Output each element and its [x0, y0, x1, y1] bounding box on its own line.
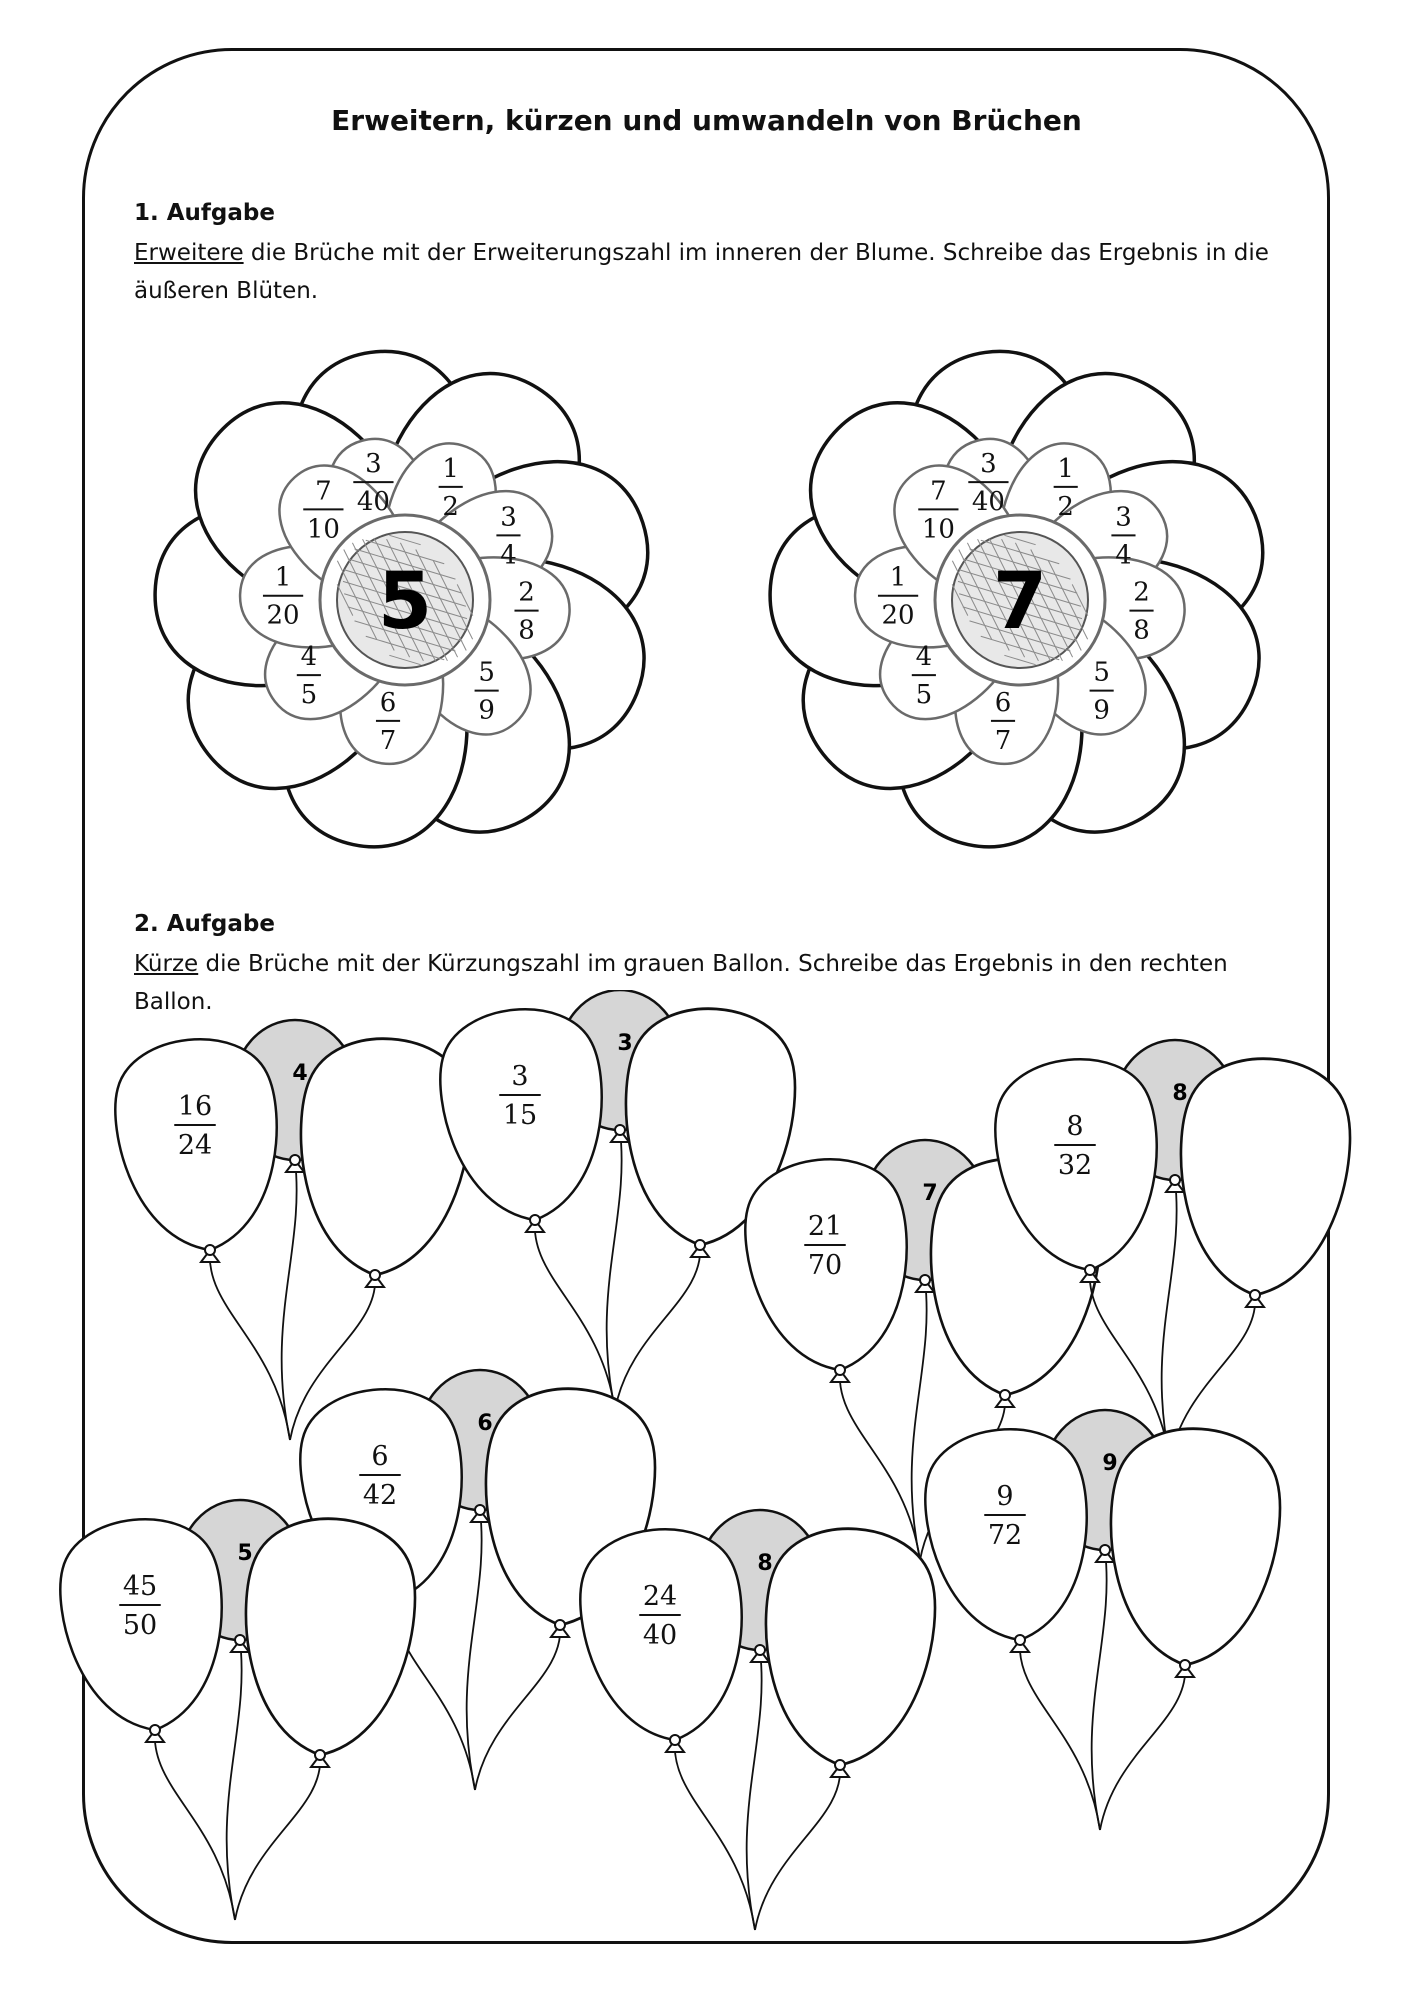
denominator: 24: [177, 1130, 213, 1161]
numerator: 5: [478, 657, 495, 688]
balloon-knot-ring: [370, 1270, 380, 1280]
balloon-knot-ring: [1000, 1390, 1010, 1400]
denominator: 70: [807, 1250, 843, 1281]
denominator: 42: [362, 1480, 398, 1511]
balloon-knot-ring: [1180, 1660, 1190, 1670]
task1-text: die Brüche mit der Erweiterungszahl im inneren der Blume. Schreibe das Ergebnis in die äußeren Blüten.: [134, 240, 1269, 304]
numerator: 16: [177, 1091, 213, 1122]
denominator: 10: [306, 514, 340, 545]
answer-balloon: [1171, 1053, 1356, 1301]
flower-center-number: 7: [992, 557, 1048, 647]
numerator: 1: [1057, 453, 1074, 484]
balloon-knot-ring: [670, 1735, 680, 1745]
balloon-knot-ring: [1085, 1265, 1095, 1275]
denominator: 40: [971, 487, 1005, 518]
denominator: 9: [478, 695, 495, 726]
denominator: 40: [642, 1620, 678, 1651]
reduce-factor: 8: [1172, 1081, 1188, 1106]
denominator: 40: [356, 487, 390, 518]
numerator: 3: [1115, 502, 1132, 533]
numerator: 4: [300, 642, 318, 673]
reduce-factor: 3: [617, 1031, 633, 1056]
task2-heading: 2. Aufgabe: [134, 911, 275, 937]
denominator: 15: [502, 1100, 538, 1131]
balloon-knot-ring: [150, 1725, 160, 1735]
balloon-fraction: [119, 1571, 160, 1641]
page-title: Erweitern, kürzen und umwandeln von Brüchen: [331, 104, 1082, 137]
numerator: 6: [371, 1441, 389, 1472]
numerator: 7: [315, 476, 332, 507]
balloon-knot-ring: [1100, 1545, 1110, 1555]
denominator: 7: [994, 725, 1012, 756]
balloon-group-2: [433, 990, 800, 1410]
balloon-knot-ring: [1170, 1175, 1180, 1185]
balloon-group-7: [573, 1510, 940, 1930]
reduce-factor: 5: [237, 1541, 253, 1566]
answer-balloon: [1101, 1423, 1286, 1671]
balloon-knot-ring: [290, 1155, 300, 1165]
numerator: 8: [1066, 1111, 1084, 1142]
reduce-factor: 8: [757, 1551, 773, 1576]
numerator: 1: [889, 562, 907, 593]
reduce-factor: 7: [922, 1181, 938, 1206]
numerator: 3: [365, 449, 382, 480]
numerator: 1: [274, 562, 292, 593]
balloon-knot-ring: [555, 1620, 565, 1630]
numerator: 3: [500, 502, 517, 533]
denominator: 9: [1093, 695, 1110, 726]
task2-keyword: Kürze: [134, 951, 199, 977]
balloon-knot-ring: [235, 1635, 245, 1645]
balloon-knot-ring: [1015, 1635, 1025, 1645]
denominator: 4: [1115, 540, 1132, 571]
denominator: 20: [881, 600, 915, 631]
balloon-group-8: [918, 1410, 1285, 1830]
task1-instructions: [134, 234, 1284, 310]
reduce-factor: 4: [292, 1061, 308, 1086]
denominator: 5: [915, 680, 933, 711]
balloon-knot-ring: [205, 1245, 215, 1255]
reduce-factor: 9: [1102, 1451, 1118, 1476]
balloon-fraction: [804, 1211, 845, 1281]
denominator: 50: [122, 1610, 158, 1641]
balloon-knot-ring: [695, 1240, 705, 1250]
numerator: 1: [442, 453, 459, 484]
numerator: 24: [642, 1581, 678, 1612]
numerator: 45: [122, 1571, 158, 1602]
denominator: 20: [266, 600, 300, 631]
task1-keyword: Erweitere: [134, 240, 244, 266]
balloon-knot-ring: [530, 1215, 540, 1225]
denominator: 32: [1057, 1150, 1093, 1181]
numerator: 21: [807, 1211, 843, 1242]
denominator: 8: [518, 615, 535, 646]
balloon-illustrations: [0, 990, 1413, 1940]
balloon-fraction: [174, 1091, 215, 1161]
balloon-group-1: [108, 1020, 475, 1440]
denominator: 4: [500, 540, 517, 571]
balloon-knot-ring: [835, 1365, 845, 1375]
denominator: 10: [921, 514, 955, 545]
balloon-knot-ring: [1250, 1290, 1260, 1300]
numerator: 2: [518, 577, 535, 608]
numerator: 5: [1093, 657, 1110, 688]
numerator: 3: [980, 449, 997, 480]
flower-illustrations: [0, 330, 1413, 870]
numerator: 6: [994, 687, 1012, 718]
flower-7: [767, 340, 1286, 864]
answer-balloon: [756, 1523, 941, 1771]
denominator: 8: [1133, 615, 1150, 646]
flower-5: [152, 340, 671, 864]
denominator: 2: [1057, 491, 1074, 522]
denominator: 72: [987, 1520, 1023, 1551]
answer-balloon: [236, 1513, 421, 1761]
numerator: 6: [379, 687, 397, 718]
numerator: 3: [511, 1061, 529, 1092]
balloon-knot-ring: [315, 1750, 325, 1760]
balloon-knot-ring: [920, 1275, 930, 1285]
denominator: 5: [300, 680, 318, 711]
numerator: 9: [996, 1481, 1014, 1512]
balloon-fraction: [639, 1581, 680, 1651]
flower-center-number: 5: [377, 557, 433, 647]
balloon-knot-ring: [475, 1505, 485, 1515]
denominator: 2: [442, 491, 459, 522]
task2-text: die Brüche mit der Kürzungszahl im grauen Ballon. Schreibe das Ergebnis in den rechten Ballon.: [134, 951, 1228, 1015]
task1-heading: 1. Aufgabe: [134, 200, 275, 226]
reduce-factor: 6: [477, 1411, 493, 1436]
balloon-knot-ring: [615, 1125, 625, 1135]
balloon-group-6: [53, 1500, 420, 1920]
numerator: 7: [930, 476, 947, 507]
balloon-knot-ring: [755, 1645, 765, 1655]
numerator: 4: [915, 642, 933, 673]
balloon-knot-ring: [835, 1760, 845, 1770]
numerator: 2: [1133, 577, 1150, 608]
denominator: 7: [379, 725, 397, 756]
